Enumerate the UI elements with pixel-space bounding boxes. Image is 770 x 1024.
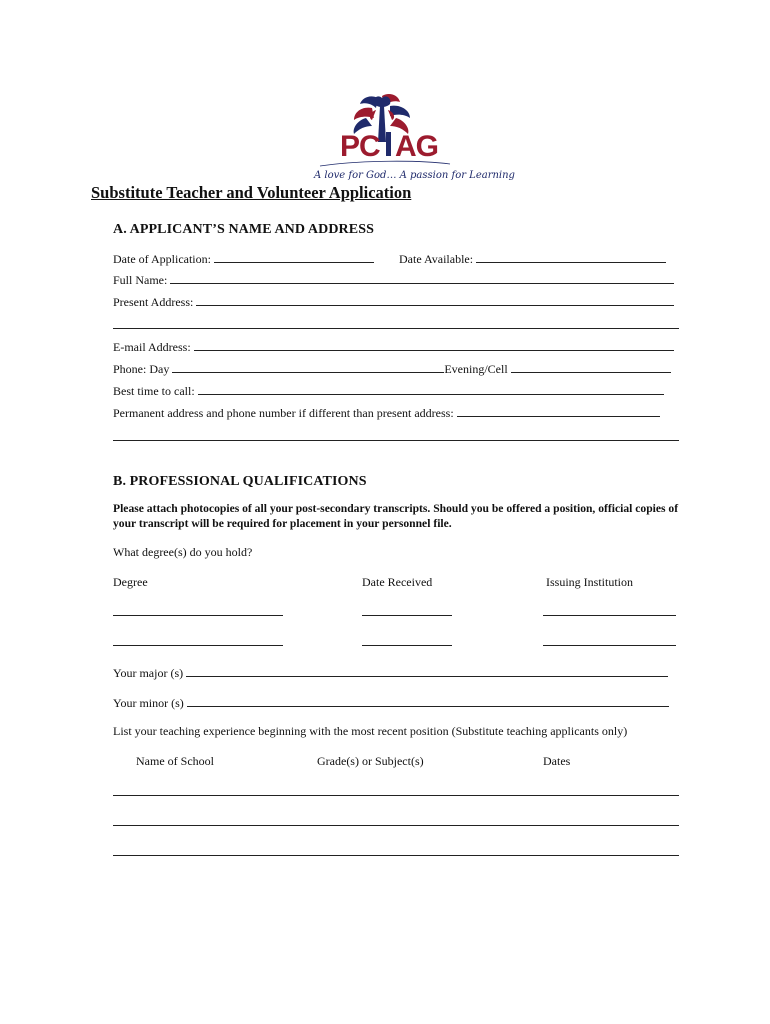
date-available-row	[399, 251, 666, 266]
email-field[interactable]	[194, 339, 674, 351]
section-b-heading: B. PROFESSIONAL QUALIFICATIONS	[113, 474, 367, 489]
full-name-label: Full Name:	[113, 273, 168, 287]
email-label: E-mail Address:	[113, 340, 191, 354]
present-address-label: Present Address:	[113, 295, 194, 309]
permanent-address-label: Permanent address and phone number if different than present address:	[113, 406, 454, 420]
best-time-label: Best time to call:	[113, 384, 195, 398]
pciag-logo	[300, 92, 515, 184]
date-of-application-row	[113, 251, 374, 266]
grades-subjects-column-header: Grade(s) or Subject(s)	[317, 754, 424, 768]
degree-2-field[interactable]	[113, 645, 283, 646]
minor-row	[113, 695, 669, 710]
permanent-address-line-2[interactable]	[113, 440, 679, 441]
major-field[interactable]	[186, 665, 668, 677]
evening-cell-field[interactable]	[511, 361, 671, 373]
phone-day-field[interactable]	[172, 361, 444, 373]
issuing-institution-1-field[interactable]	[543, 615, 676, 616]
experience-line-1[interactable]	[113, 795, 679, 796]
present-address-row	[113, 294, 674, 309]
email-row	[113, 339, 674, 354]
present-address-field[interactable]	[196, 294, 674, 306]
best-time-field[interactable]	[198, 383, 664, 395]
date-received-2-field[interactable]	[362, 645, 452, 646]
phone-row	[113, 361, 671, 376]
permanent-address-row	[113, 405, 660, 420]
logo-wordmark: PC	[340, 130, 380, 163]
evening-cell-label: Evening/Cell	[444, 362, 508, 376]
present-address-line-2[interactable]	[113, 328, 679, 329]
phone-day-label: Phone: Day	[113, 362, 170, 376]
logo-wordmark-ag: AG	[395, 130, 438, 163]
full-name-row	[113, 272, 674, 287]
name-of-school-column-header: Name of School	[136, 754, 214, 768]
dates-column-header: Dates	[543, 754, 571, 768]
major-row	[113, 665, 668, 680]
permanent-address-field[interactable]	[457, 405, 660, 417]
experience-line-2[interactable]	[113, 825, 679, 826]
experience-line-3[interactable]	[113, 855, 679, 856]
full-name-field[interactable]	[170, 272, 674, 284]
page-title: Substitute Teacher and Volunteer Application	[91, 183, 412, 202]
issuing-institution-2-field[interactable]	[543, 645, 676, 646]
date-available-field[interactable]	[476, 251, 666, 263]
major-label: Your major (s)	[113, 666, 184, 680]
date-of-application-label: Date of Application:	[113, 252, 211, 266]
degree-column-header: Degree	[113, 575, 148, 589]
degree-question: What degree(s) do you hold?	[113, 545, 253, 559]
issuing-institution-column-header: Issuing Institution	[546, 575, 634, 589]
degree-1-field[interactable]	[113, 615, 283, 616]
date-available-label: Date Available:	[399, 252, 474, 266]
date-received-column-header: Date Received	[362, 575, 433, 589]
logo-tagline: A love for God… A passion for Learning	[314, 170, 515, 181]
transcript-note: Please attach photocopies of all your post-secondary transcripts. Should you be offered a position, official copies of your transcript will be required for placement in your personnel file.	[113, 502, 679, 530]
best-time-row	[113, 383, 664, 398]
minor-label: Your minor (s)	[113, 696, 184, 710]
minor-field[interactable]	[187, 695, 669, 707]
date-of-application-field[interactable]	[214, 251, 374, 263]
date-received-1-field[interactable]	[362, 615, 452, 616]
section-a-heading: A. APPLICANT’S NAME AND ADDRESS	[113, 222, 374, 237]
experience-prompt: List your teaching experience beginning with the most recent position (Substitute teaching applicants only)	[113, 724, 628, 738]
